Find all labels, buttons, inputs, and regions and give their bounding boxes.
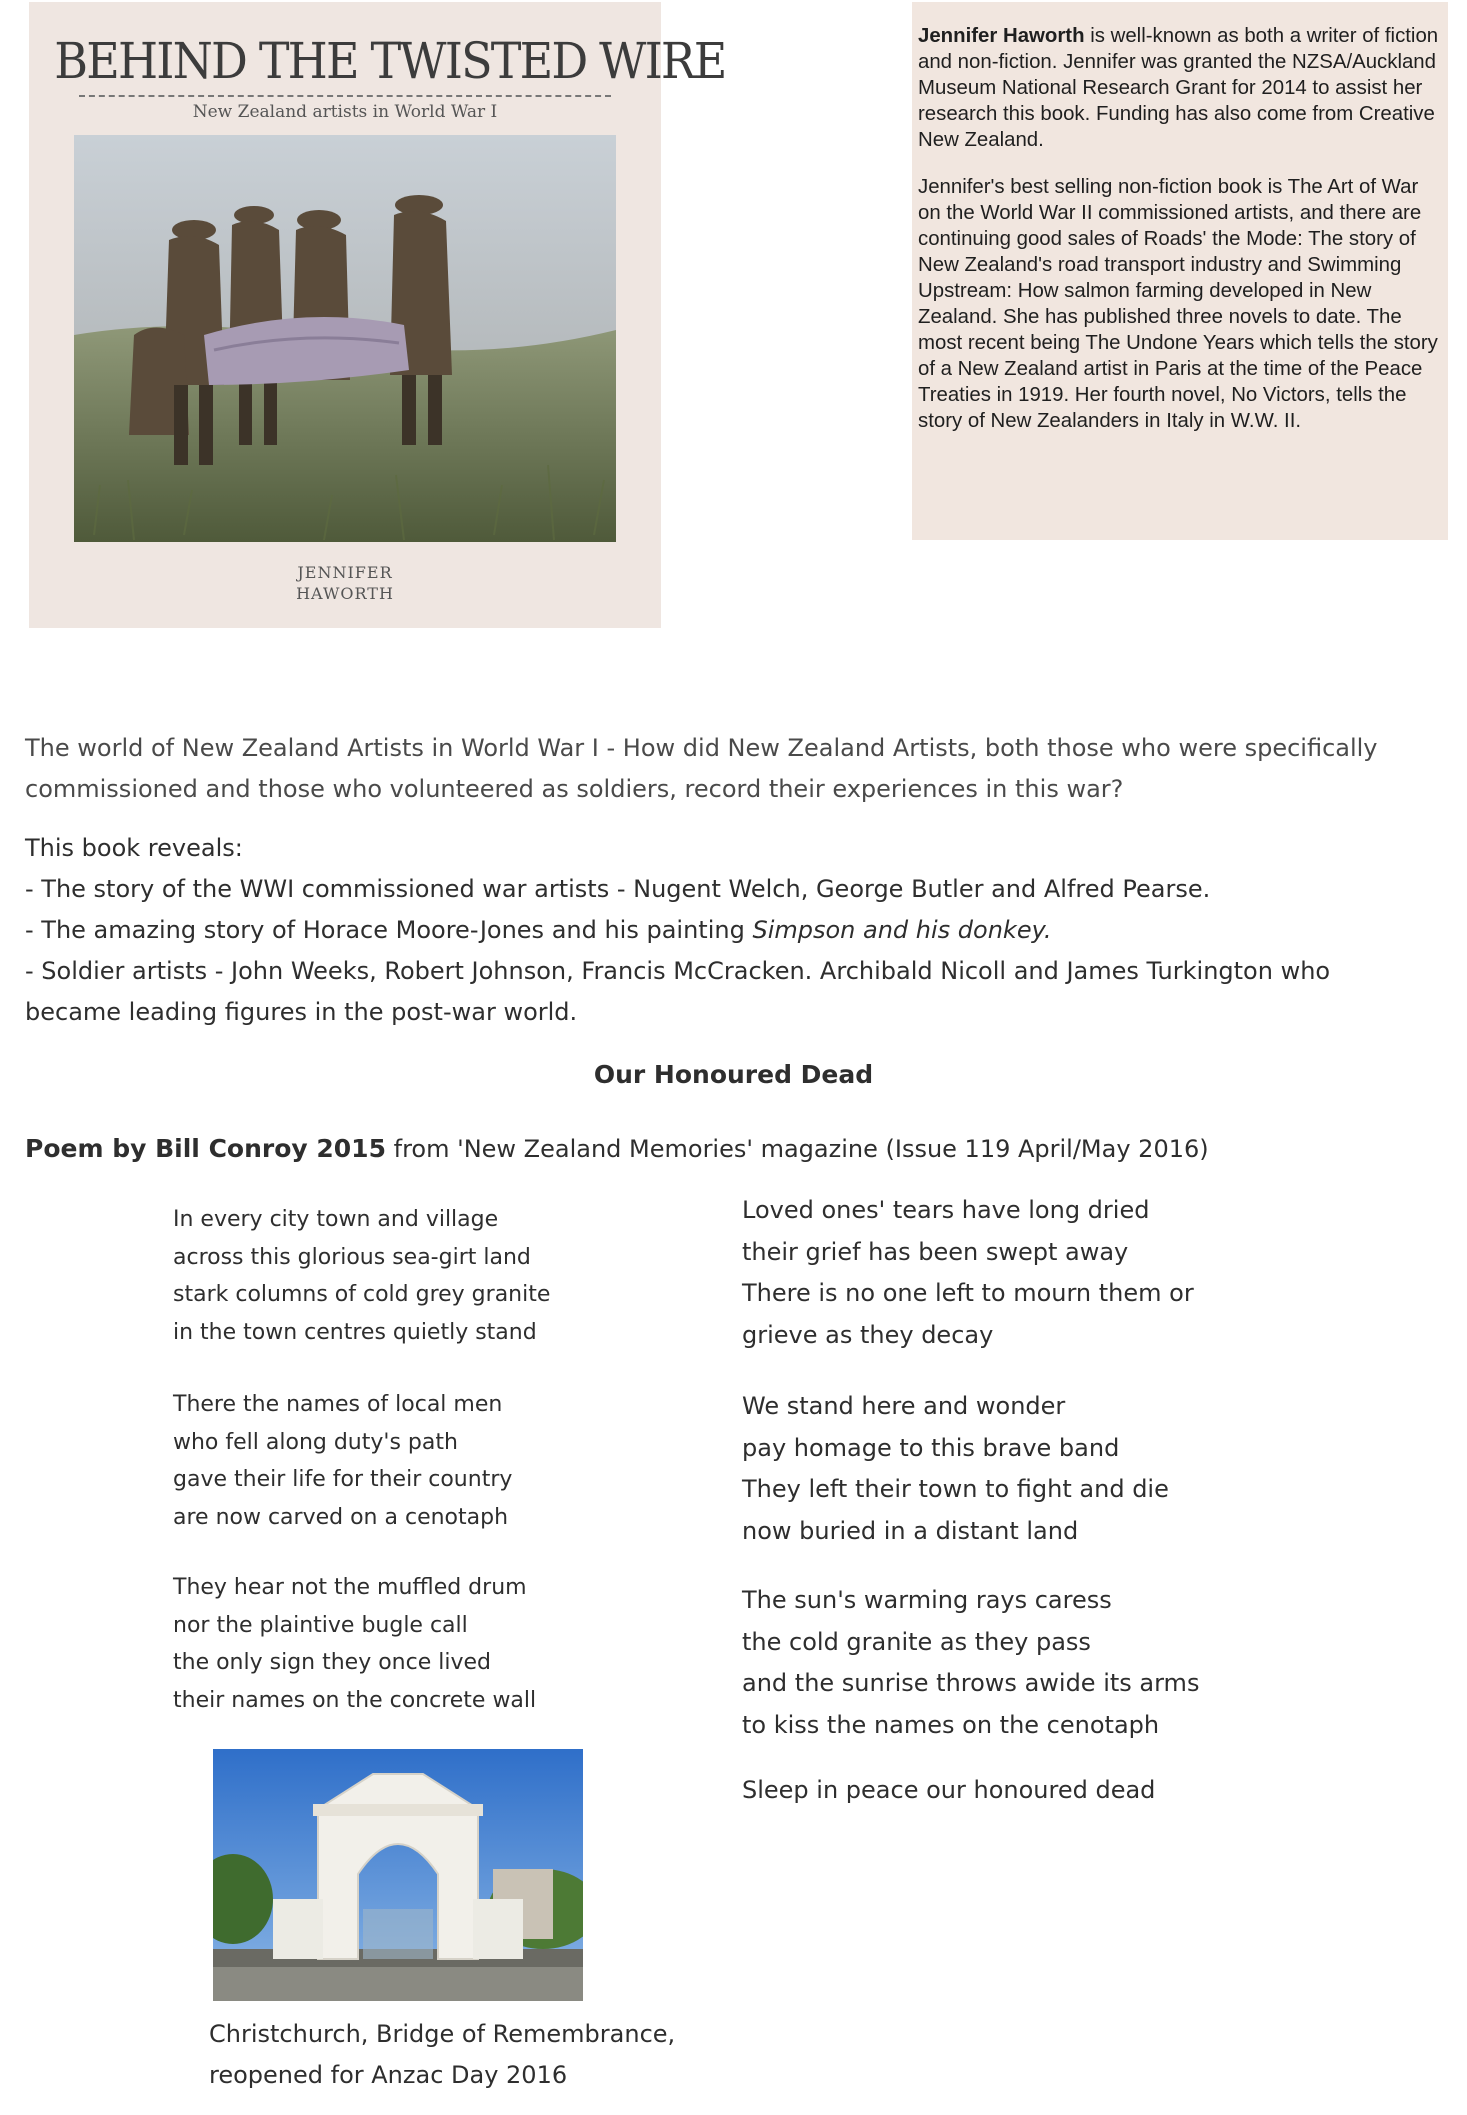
poem-left-stanza-1 xyxy=(173,1201,550,1351)
author-bio-box xyxy=(912,2,1448,540)
poem-line: and the sunrise throws awide its arms xyxy=(742,1669,1200,1697)
cover-subtitle: New Zealand artists in World War I xyxy=(192,102,498,122)
poem-line: Loved ones' tears have long dried xyxy=(742,1196,1150,1224)
book-cover xyxy=(29,2,726,628)
photo-caption-line-2: reopened for Anzac Day 2016 xyxy=(209,2061,568,2089)
poem-line: Sleep in peace our honoured dead xyxy=(742,1776,1156,1804)
poem-line: They left their town to fight and die xyxy=(742,1475,1169,1503)
poem-title: Our Honoured Dead xyxy=(593,1060,874,1089)
poem-author: Poem by Bill Conroy 2015 xyxy=(25,1134,386,1163)
intro-line-1: The world of New Zealand Artists in World War I - How did New Zealand Artists, both those who were specifically xyxy=(25,734,1378,762)
poem-right-stanza-4 xyxy=(742,1770,1155,1812)
poem-line: to kiss the names on the cenotaph xyxy=(742,1710,1160,1739)
poem-line: their grief has been swept away xyxy=(742,1237,1129,1266)
poem-line: across this glorious sea-girt land xyxy=(173,1244,531,1270)
poem-line: are now carved on a cenotaph xyxy=(173,1504,509,1530)
poem-line: the cold granite as they pass xyxy=(742,1627,1091,1656)
poem-line: stark columns of cold grey granite xyxy=(173,1282,551,1307)
bio-paragraph-1-text: is well-known as both a writer of fiction and non-fiction. Jennifer was granted the NZSA/Auckland Museum National Research Grant for 2014 to assist her research this book. Funding has also come from Creative New Zealand. xyxy=(918,25,1439,151)
photo-caption-line-1: Christchurch, Bridge of Remembrance, xyxy=(209,2020,676,2048)
reveals-item-3-line-1: - Soldier artists - John Weeks, Robert Johnson, Francis McCracken. Archibald Nicoll and James Turkington who xyxy=(25,957,1331,985)
poem-line: In every city town and village xyxy=(173,1207,499,1232)
intro-paragraph xyxy=(25,728,1378,810)
bio-paragraph-1 xyxy=(918,23,1442,153)
bridge-of-remembrance-photo xyxy=(213,1749,583,2001)
poem-line: gave their life for their country xyxy=(173,1467,513,1492)
cover-divider xyxy=(79,95,611,97)
poem-line: their names on the concrete wall xyxy=(173,1687,537,1713)
poem-line: There is no one left to mourn them or xyxy=(742,1279,1194,1307)
poem-line: nor the plaintive bugle call xyxy=(173,1612,468,1638)
photo-caption xyxy=(209,2014,675,2096)
poem-right-stanza-1 xyxy=(742,1190,1194,1356)
poem-line: who fell along duty's path xyxy=(173,1429,458,1455)
poem-publication: from 'New Zealand Memories' magazine (Issue 119 April/May 2016) xyxy=(385,1135,1209,1163)
reveals-item-2 xyxy=(25,910,1330,951)
poem-left-stanza-3 xyxy=(173,1569,536,1719)
poem-line: There the names of local men xyxy=(173,1392,503,1417)
soldiers-stretcher-painting xyxy=(74,135,616,542)
poem-right-stanza-3 xyxy=(742,1580,1199,1746)
arch-photo-image xyxy=(213,1749,583,2001)
poem-line: in the town centres quietly stand xyxy=(173,1319,537,1345)
cover-painting-image xyxy=(74,135,616,542)
poem-line: now buried in a distant land xyxy=(742,1516,1079,1545)
painting-title: Simpson and his donkey. xyxy=(752,916,1052,944)
poem-left-stanza-2 xyxy=(173,1386,512,1536)
reveals-item-3-line-2: became leading figures in the post-war world. xyxy=(25,998,578,1026)
intro-line-2: commissioned and those who volunteered as soldiers, record their experiences in this war? xyxy=(25,775,1124,803)
poem-line: the only sign they once lived xyxy=(173,1650,491,1675)
poem-line: pay homage to this brave band xyxy=(742,1433,1120,1462)
cover-author xyxy=(29,562,661,604)
bio-paragraph-2: Jennifer's best selling non-fiction book is The Art of War on the World War II commissioned artists, and there are continuing good sales of Roads' the Mode: The story of New Zealand's road transport industry and Swimming Upstream: How salmon farming developed in New Zealand. She has published three novels to date. The most recent being The Undone Years which tells the story of a New Zealand artist in Paris at the time of the Peace Treaties in 1919. Her fourth novel, No Victors, tells the story of New Zealanders in Italy in W.W. II. xyxy=(918,176,1438,432)
reveals-item-2-text: - The amazing story of Horace Moore-Jones and his painting xyxy=(25,916,753,944)
poem-right-stanza-2 xyxy=(742,1386,1169,1552)
poem-line: grieve as they decay xyxy=(742,1320,994,1349)
reveals-item-1: - The story of the WWI commissioned war artists - Nugent Welch, George Butler and Alfred Pearse. xyxy=(25,875,1211,903)
cover-author-last: HAWORTH xyxy=(296,584,394,603)
poem-line: We stand here and wonder xyxy=(742,1392,1066,1420)
reveals-heading: This book reveals: xyxy=(25,834,243,862)
poem-line: The sun's warming rays caress xyxy=(742,1586,1112,1614)
poem-line: They hear not the muffled drum xyxy=(173,1575,527,1600)
book-reveals-list xyxy=(25,828,1330,1033)
cover-author-first: JENNIFER xyxy=(297,563,393,582)
cover-title: BEHIND THE TWISTED WIRE xyxy=(54,32,726,90)
bio-author-name: Jennifer Haworth xyxy=(918,25,1085,47)
poem-source xyxy=(25,1134,1209,1163)
